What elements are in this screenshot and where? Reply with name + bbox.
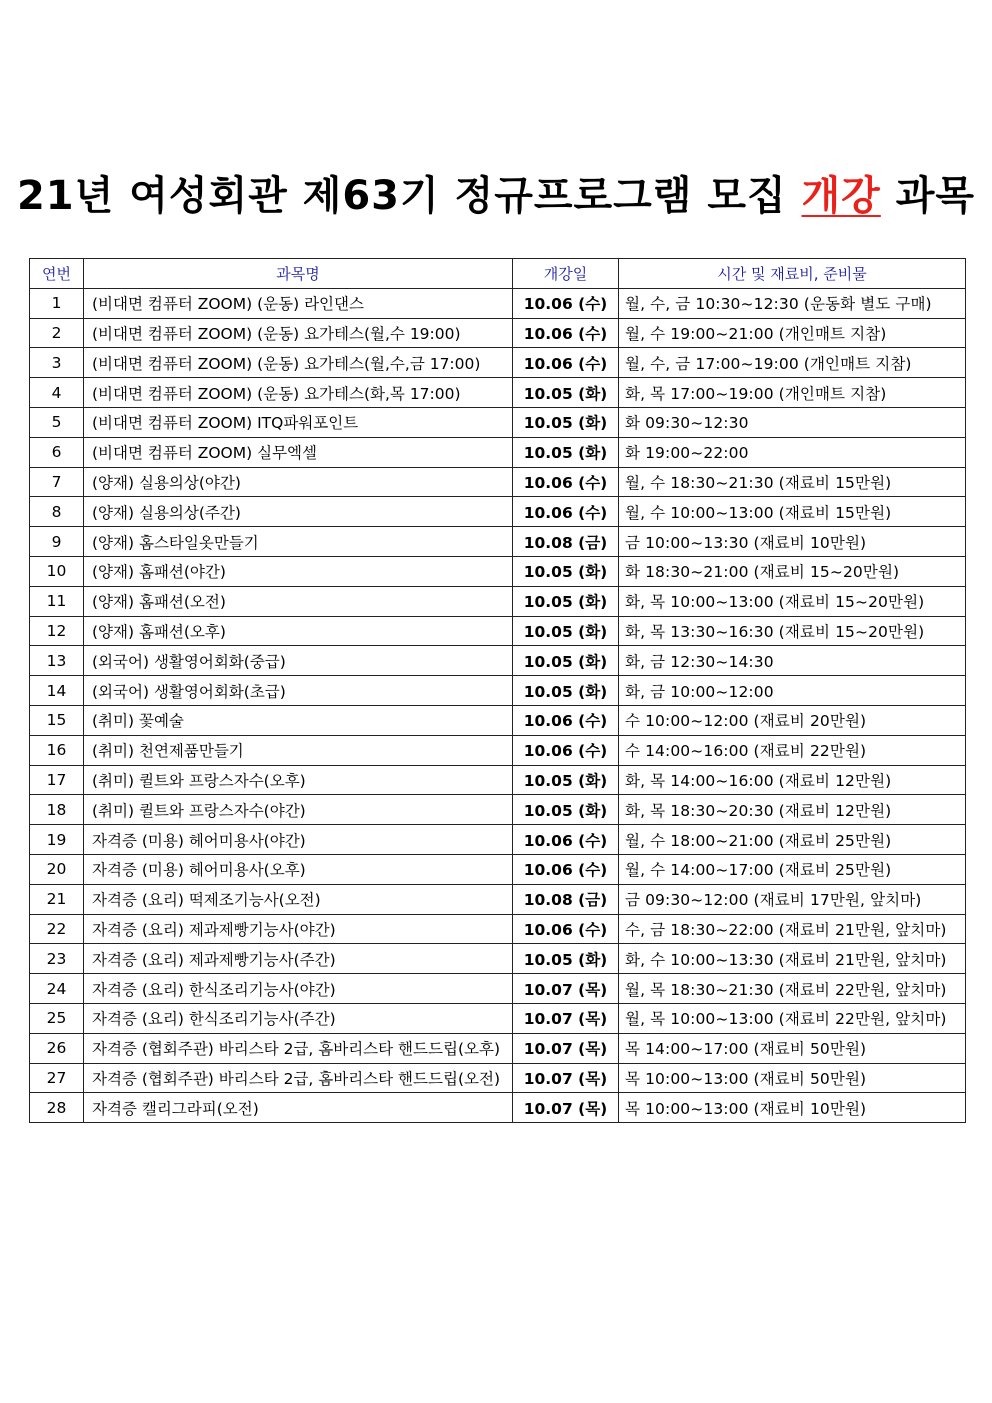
header-name: 과목명	[84, 259, 513, 289]
course-name: (취미) 퀼트와 프랑스자수(오후)	[84, 765, 513, 795]
schedule-info: 목 14:00~17:00 (재료비 50만원)	[619, 1033, 966, 1063]
row-number: 6	[30, 437, 84, 467]
start-date: 10.06 (수)	[513, 854, 619, 884]
schedule-info: 월, 수 18:00~21:00 (재료비 25만원)	[619, 825, 966, 855]
row-number: 14	[30, 676, 84, 706]
table-row	[30, 646, 966, 676]
course-name: (양재) 실용의상(주간)	[84, 497, 513, 527]
row-number: 4	[30, 378, 84, 408]
course-name: 자격증 (요리) 제과제빵기능사(야간)	[84, 914, 513, 944]
schedule-info: 월, 수, 금 17:00~19:00 (개인매트 지참)	[619, 348, 966, 378]
schedule-info: 화 19:00~22:00	[619, 437, 966, 467]
schedule-info: 화, 수 10:00~13:30 (재료비 21만원, 앞치마)	[619, 944, 966, 974]
start-date: 10.06 (수)	[513, 735, 619, 765]
table-row	[30, 586, 966, 616]
course-name: 자격증 (요리) 한식조리기능사(야간)	[84, 974, 513, 1004]
course-name: (양재) 홈패션(오전)	[84, 586, 513, 616]
row-number: 7	[30, 467, 84, 497]
course-name: (양재) 홈스타일옷만들기	[84, 527, 513, 557]
schedule-info: 월, 목 10:00~13:00 (재료비 22만원, 앞치마)	[619, 1003, 966, 1033]
schedule-info: 수 10:00~12:00 (재료비 20만원)	[619, 705, 966, 735]
schedule-info: 금 09:30~12:00 (재료비 17만원, 앞치마)	[619, 884, 966, 914]
row-number: 25	[30, 1003, 84, 1033]
schedule-info: 수, 금 18:30~22:00 (재료비 21만원, 앞치마)	[619, 914, 966, 944]
schedule-info: 화, 금 12:30~14:30	[619, 646, 966, 676]
title-suffix: 과목	[880, 173, 976, 219]
start-date: 10.06 (수)	[513, 318, 619, 348]
schedule-info: 화, 목 13:30~16:30 (재료비 15~20만원)	[619, 616, 966, 646]
schedule-info: 월, 수 10:00~13:00 (재료비 15만원)	[619, 497, 966, 527]
schedule-info: 화, 금 10:00~12:00	[619, 676, 966, 706]
row-number: 22	[30, 914, 84, 944]
row-number: 12	[30, 616, 84, 646]
title-text: 21년 여성회관 제63기 정규프로그램 모집	[16, 173, 802, 219]
schedule-info: 목 10:00~13:00 (재료비 50만원)	[619, 1063, 966, 1093]
table-row	[30, 288, 966, 318]
course-name: (비대면 컴퓨터 ZOOM) (운동) 요가테스(월,수 19:00)	[84, 318, 513, 348]
row-number: 28	[30, 1093, 84, 1123]
table-row	[30, 854, 966, 884]
row-number: 26	[30, 1033, 84, 1063]
table-row	[30, 825, 966, 855]
course-name: 자격증 (요리) 제과제빵기능사(주간)	[84, 944, 513, 974]
start-date: 10.05 (화)	[513, 586, 619, 616]
table-row	[30, 378, 966, 408]
course-name: (양재) 실용의상(야간)	[84, 467, 513, 497]
table-row	[30, 974, 966, 1004]
schedule-info: 목 10:00~13:00 (재료비 10만원)	[619, 1093, 966, 1123]
start-date: 10.06 (수)	[513, 914, 619, 944]
table-row	[30, 407, 966, 437]
start-date: 10.05 (화)	[513, 556, 619, 586]
course-name: (취미) 천연제품만들기	[84, 735, 513, 765]
table-row	[30, 527, 966, 557]
start-date: 10.06 (수)	[513, 705, 619, 735]
start-date: 10.05 (화)	[513, 795, 619, 825]
row-number: 21	[30, 884, 84, 914]
start-date: 10.07 (목)	[513, 1093, 619, 1123]
header-time: 시간 및 재료비, 준비물	[619, 259, 966, 289]
course-name: (양재) 홈패션(야간)	[84, 556, 513, 586]
title-highlight: 개강	[801, 173, 881, 219]
table-row	[30, 467, 966, 497]
page-title	[0, 168, 992, 224]
start-date: 10.05 (화)	[513, 676, 619, 706]
course-name: 자격증 (협회주관) 바리스타 2급, 홈바리스타 핸드드립(오후)	[84, 1033, 513, 1063]
start-date: 10.06 (수)	[513, 467, 619, 497]
table-row	[30, 1063, 966, 1093]
row-number: 10	[30, 556, 84, 586]
table-row	[30, 676, 966, 706]
course-name: (비대면 컴퓨터 ZOOM) (운동) 요가테스(화,목 17:00)	[84, 378, 513, 408]
table-row	[30, 795, 966, 825]
course-name: (취미) 퀼트와 프랑스자수(야간)	[84, 795, 513, 825]
row-number: 9	[30, 527, 84, 557]
start-date: 10.05 (화)	[513, 646, 619, 676]
table-row	[30, 765, 966, 795]
schedule-info: 수 14:00~16:00 (재료비 22만원)	[619, 735, 966, 765]
schedule-info: 월, 수 14:00~17:00 (재료비 25만원)	[619, 854, 966, 884]
course-name: (외국어) 생활영어회화(초급)	[84, 676, 513, 706]
program-table	[29, 258, 966, 1123]
course-name: 자격증 캘리그라피(오전)	[84, 1093, 513, 1123]
row-number: 5	[30, 407, 84, 437]
row-number: 11	[30, 586, 84, 616]
start-date: 10.06 (수)	[513, 825, 619, 855]
row-number: 13	[30, 646, 84, 676]
start-date: 10.06 (수)	[513, 348, 619, 378]
row-number: 1	[30, 288, 84, 318]
row-number: 23	[30, 944, 84, 974]
table-header-row	[30, 259, 966, 289]
course-name: (비대면 컴퓨터 ZOOM) (운동) 요가테스(월,수,금 17:00)	[84, 348, 513, 378]
course-name: (비대면 컴퓨터 ZOOM) (운동) 라인댄스	[84, 288, 513, 318]
table-row	[30, 348, 966, 378]
table-row	[30, 318, 966, 348]
schedule-info: 월, 수, 금 10:30~12:30 (운동화 별도 구매)	[619, 288, 966, 318]
table-row	[30, 735, 966, 765]
start-date: 10.07 (목)	[513, 974, 619, 1004]
course-name: (외국어) 생활영어회화(중급)	[84, 646, 513, 676]
table-row	[30, 944, 966, 974]
table-row	[30, 1093, 966, 1123]
start-date: 10.07 (목)	[513, 1033, 619, 1063]
table-row	[30, 884, 966, 914]
row-number: 20	[30, 854, 84, 884]
start-date: 10.08 (금)	[513, 527, 619, 557]
start-date: 10.06 (수)	[513, 288, 619, 318]
row-number: 8	[30, 497, 84, 527]
start-date: 10.05 (화)	[513, 616, 619, 646]
start-date: 10.08 (금)	[513, 884, 619, 914]
schedule-info: 월, 수 18:30~21:30 (재료비 15만원)	[619, 467, 966, 497]
row-number: 24	[30, 974, 84, 1004]
schedule-info: 금 10:00~13:30 (재료비 10만원)	[619, 527, 966, 557]
schedule-info: 화, 목 14:00~16:00 (재료비 12만원)	[619, 765, 966, 795]
table-row	[30, 705, 966, 735]
course-name: 자격증 (요리) 한식조리기능사(주간)	[84, 1003, 513, 1033]
row-number: 3	[30, 348, 84, 378]
schedule-info: 화, 목 17:00~19:00 (개인매트 지참)	[619, 378, 966, 408]
start-date: 10.05 (화)	[513, 437, 619, 467]
course-name: 자격증 (요리) 떡제조기능사(오전)	[84, 884, 513, 914]
table-body	[30, 288, 966, 1122]
start-date: 10.07 (목)	[513, 1063, 619, 1093]
table-row	[30, 1033, 966, 1063]
row-number: 19	[30, 825, 84, 855]
schedule-info: 월, 수 19:00~21:00 (개인매트 지참)	[619, 318, 966, 348]
course-name: 자격증 (협회주관) 바리스타 2급, 홈바리스타 핸드드립(오전)	[84, 1063, 513, 1093]
row-number: 2	[30, 318, 84, 348]
start-date: 10.07 (목)	[513, 1003, 619, 1033]
course-name: 자격증 (미용) 헤어미용사(오후)	[84, 854, 513, 884]
table-row	[30, 616, 966, 646]
row-number: 27	[30, 1063, 84, 1093]
start-date: 10.06 (수)	[513, 497, 619, 527]
row-number: 15	[30, 705, 84, 735]
row-number: 17	[30, 765, 84, 795]
schedule-info: 화, 목 10:00~13:00 (재료비 15~20만원)	[619, 586, 966, 616]
header-no: 연번	[30, 259, 84, 289]
header-date: 개강일	[513, 259, 619, 289]
course-name: (비대면 컴퓨터 ZOOM) ITQ파워포인트	[84, 407, 513, 437]
course-name: (양재) 홈패션(오후)	[84, 616, 513, 646]
table-row	[30, 556, 966, 586]
course-name: 자격증 (미용) 헤어미용사(야간)	[84, 825, 513, 855]
course-name: (비대면 컴퓨터 ZOOM) 실무엑셀	[84, 437, 513, 467]
row-number: 16	[30, 735, 84, 765]
schedule-info: 화, 목 18:30~20:30 (재료비 12만원)	[619, 795, 966, 825]
start-date: 10.05 (화)	[513, 407, 619, 437]
table-row	[30, 914, 966, 944]
row-number: 18	[30, 795, 84, 825]
schedule-info: 화 18:30~21:00 (재료비 15~20만원)	[619, 556, 966, 586]
start-date: 10.05 (화)	[513, 944, 619, 974]
table-row	[30, 437, 966, 467]
start-date: 10.05 (화)	[513, 378, 619, 408]
schedule-info: 월, 목 18:30~21:30 (재료비 22만원, 앞치마)	[619, 974, 966, 1004]
schedule-info: 화 09:30~12:30	[619, 407, 966, 437]
table-row	[30, 497, 966, 527]
course-name: (취미) 꽃예술	[84, 705, 513, 735]
table-row	[30, 1003, 966, 1033]
start-date: 10.05 (화)	[513, 765, 619, 795]
